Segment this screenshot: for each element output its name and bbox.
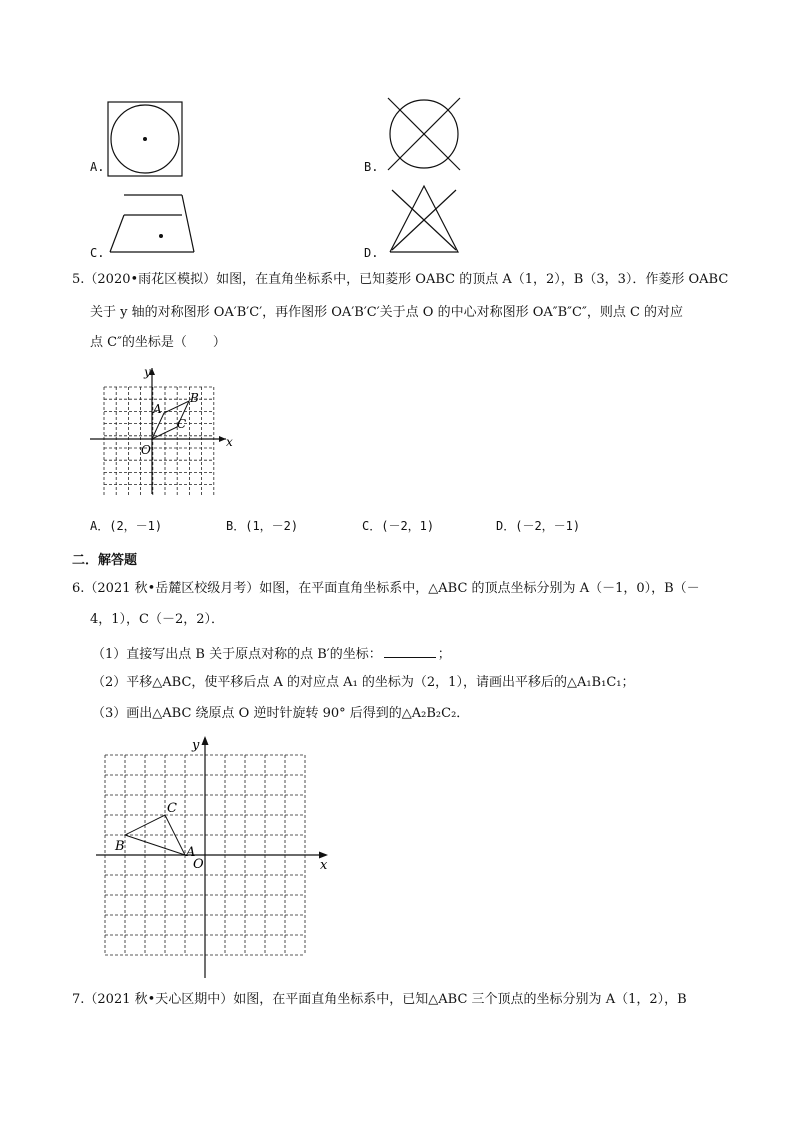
q5-text-1: 如图，在直角坐标系中，已知菱形 OABC 的顶点 A（1，2），B（3，3）．作菱形 OABC — [216, 272, 729, 287]
q5-line-1 — [72, 272, 728, 288]
q5-option-a: A．(2，－1) — [90, 519, 163, 533]
q5-number: 5. — [72, 272, 85, 287]
q6-sub-1-text: （1）直接写出点 B 关于原点对称的点 B′的坐标： — [92, 647, 382, 662]
q5-option-c: C．(－2，1) — [362, 519, 435, 533]
q6-b-label: B — [115, 839, 125, 854]
q5-y-label: y — [144, 366, 151, 379]
q4-option-b — [362, 96, 472, 180]
q5-source: （2020•雨花区模拟） — [84, 272, 217, 287]
q5-option-d: D．(－2，－1) — [496, 519, 581, 533]
q6-line-2: 4，1），C（－2，2）． — [90, 612, 225, 627]
q6-sub-3: （3）画出△ABC 绕原点 O 逆时针旋转 90° 后得到的△A₂B₂C₂． — [92, 706, 470, 721]
q6-sub-1-end: ； — [437, 647, 451, 662]
option-label-b: B. — [364, 160, 379, 174]
q4-option-c — [88, 186, 198, 264]
option-label-d: D. — [364, 246, 379, 260]
q5-option-b: B．(1，－2) — [226, 519, 299, 533]
q4-option-a — [88, 96, 198, 180]
q6-sub-2: （2）平移△ABC，使平移后点 A 的对应点 A₁ 的坐标为（2，1），请画出平移后的△A₁B₁C₁； — [92, 675, 635, 690]
q5-o-label: O — [141, 443, 151, 457]
q7-number: 7. — [72, 992, 85, 1007]
q7-line-1 — [72, 992, 687, 1008]
q7-text-1: 如图，在平面直角坐标系中，已知△ABC 三个顶点的坐标分别为 A（1，2），B — [233, 992, 687, 1007]
option-label-a: A. — [90, 160, 105, 174]
q7-source: （2021 秋•天心区期中） — [84, 992, 234, 1007]
q5-rhombus-graph — [88, 366, 238, 496]
q6-number: 6. — [72, 581, 85, 596]
q6-a-label: A — [186, 845, 196, 860]
q5-b-label: B — [190, 391, 199, 405]
answer-blank[interactable] — [384, 645, 436, 658]
q6-c-label: C — [167, 801, 177, 816]
q5-c-label: C — [177, 417, 187, 431]
q6-text-1: 如图，在平面直角坐标系中，△ABC 的顶点坐标分别为 A（－1，0），B（－ — [259, 581, 700, 596]
q6-o-label: O — [193, 857, 204, 872]
q5-a-label: A — [153, 402, 162, 416]
star-triangles-figure — [362, 182, 472, 264]
circle-cross-figure — [362, 96, 472, 180]
q6-y-label: y — [192, 738, 200, 753]
option-label-c: C. — [90, 246, 105, 260]
square-circle-figure — [88, 96, 198, 180]
trapezoid-figure — [88, 186, 198, 264]
q6-line-1 — [72, 581, 700, 597]
q6-sub-1 — [92, 645, 451, 663]
q6-x-label: x — [320, 858, 328, 873]
q5-x-label: x — [226, 435, 233, 449]
section-title: 二．解答题 — [72, 553, 138, 568]
q6-source: （2021 秋•岳麓区校级月考） — [84, 581, 260, 596]
q6-triangle-graph — [90, 730, 340, 980]
q5-options — [90, 517, 710, 533]
q5-line-2: 关于 y 轴的对称图形 OA′B′C′，再作图形 OA′B′C′关于点 O 的中心对称图形 OA″B″C″，则点 C 的对应 — [90, 305, 684, 320]
q4-option-d — [362, 182, 472, 264]
q5-line-3: 点 C″的坐标是（ ） — [90, 335, 226, 350]
